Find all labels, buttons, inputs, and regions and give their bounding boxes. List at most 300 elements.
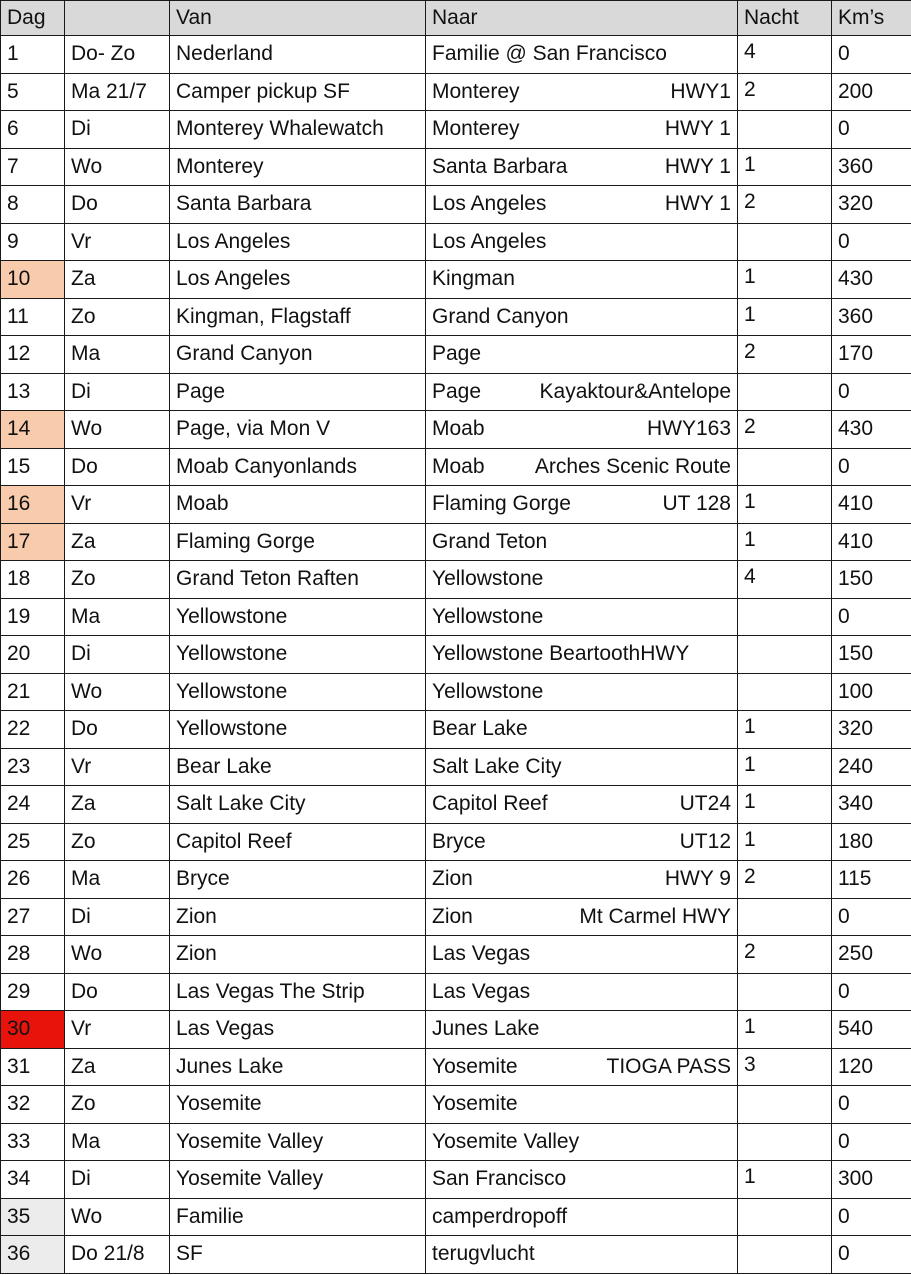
cell-dag[interactable]: 16 <box>1 486 65 524</box>
naar-content <box>432 942 731 966</box>
naar-content <box>432 305 731 329</box>
cell-weekday[interactable]: Zo <box>65 823 170 861</box>
naar-content <box>432 342 731 366</box>
cell-weekday[interactable]: Vr <box>65 1011 170 1049</box>
cell-kms[interactable]: 0 <box>832 973 911 1011</box>
cell-kms[interactable]: 180 <box>832 823 911 861</box>
destination-text: Las Vegas <box>432 979 531 1003</box>
cell-dag[interactable]: 27 <box>1 898 65 936</box>
cell-kms[interactable]: 410 <box>832 523 911 561</box>
destination-text: Yellowstone <box>432 567 544 591</box>
cell-dag[interactable]: 18 <box>1 561 65 599</box>
cell-naar[interactable] <box>426 523 738 561</box>
cell-weekday[interactable]: Di <box>65 111 170 149</box>
cell-van[interactable]: Yellowstone <box>170 711 426 749</box>
table-row <box>1 598 911 636</box>
cell-dag[interactable]: 28 <box>1 936 65 974</box>
cell-dag[interactable]: 32 <box>1 1086 65 1124</box>
table-row <box>1 448 911 486</box>
cell-nacht[interactable]: 4 <box>738 561 832 599</box>
cell-van[interactable]: Salt Lake City <box>170 786 426 824</box>
route-note: Mt Carmel HWY <box>579 904 731 928</box>
cell-nacht[interactable]: 1 <box>738 486 832 524</box>
cell-van[interactable]: Santa Barbara <box>170 186 426 224</box>
cell-weekday[interactable]: Ma <box>65 861 170 899</box>
cell-nacht[interactable]: 1 <box>738 1161 832 1199</box>
naar-content <box>432 80 731 104</box>
cell-dag[interactable]: 23 <box>1 748 65 786</box>
cell-naar[interactable] <box>426 486 738 524</box>
destination-text: Zion <box>432 867 473 891</box>
table-row <box>1 786 911 824</box>
cell-weekday[interactable]: Di <box>65 1161 170 1199</box>
cell-weekday[interactable]: Di <box>65 636 170 674</box>
cell-naar[interactable] <box>426 1198 738 1236</box>
cell-dag[interactable]: 24 <box>1 786 65 824</box>
cell-van[interactable]: Monterey <box>170 148 426 186</box>
cell-nacht[interactable]: 3 <box>738 1048 832 1086</box>
destination-text: Junes Lake <box>432 1017 540 1041</box>
cell-naar[interactable] <box>426 186 738 224</box>
destination-text: Familie @ San Francisco <box>432 42 667 66</box>
cell-van[interactable]: Familie <box>170 1198 426 1236</box>
destination-text: Bryce <box>432 829 486 853</box>
destination-text: Page <box>432 342 482 366</box>
cell-van[interactable]: Yosemite <box>170 1086 426 1124</box>
cell-dag[interactable]: 9 <box>1 223 65 261</box>
naar-content <box>432 830 731 854</box>
cell-naar[interactable] <box>426 1161 738 1199</box>
route-note: HWY 1 <box>664 117 731 141</box>
naar-content <box>432 905 731 929</box>
table-row <box>1 861 911 899</box>
table-row <box>1 1123 911 1161</box>
cell-van[interactable]: Yellowstone <box>170 636 426 674</box>
cell-dag[interactable]: 15 <box>1 448 65 486</box>
header-kms: Km’s <box>832 1 911 36</box>
cell-weekday[interactable]: Do 21/8 <box>65 1236 170 1274</box>
cell-van[interactable]: Yosemite Valley <box>170 1123 426 1161</box>
cell-dag[interactable]: 5 <box>1 73 65 111</box>
cell-kms[interactable]: 360 <box>832 298 911 336</box>
cell-weekday[interactable]: Wo <box>65 411 170 449</box>
cell-dag[interactable]: 17 <box>1 523 65 561</box>
cell-van[interactable]: Moab Canyonlands <box>170 448 426 486</box>
destination-text: Yosemite Valley <box>432 1129 580 1153</box>
naar-content <box>432 380 731 404</box>
cell-dag[interactable]: 20 <box>1 636 65 674</box>
cell-naar[interactable] <box>426 561 738 599</box>
cell-van[interactable]: Yellowstone <box>170 673 426 711</box>
cell-nacht[interactable] <box>738 1123 832 1161</box>
table-row <box>1 336 911 374</box>
naar-content <box>432 980 731 1004</box>
cell-dag[interactable]: 30 <box>1 1011 65 1049</box>
cell-kms[interactable]: 540 <box>832 1011 911 1049</box>
cell-kms[interactable]: 0 <box>832 1086 911 1124</box>
cell-van[interactable]: SF <box>170 1236 426 1274</box>
cell-dag[interactable]: 25 <box>1 823 65 861</box>
cell-dag[interactable]: 19 <box>1 598 65 636</box>
cell-nacht[interactable] <box>738 1086 832 1124</box>
table-row <box>1 36 911 74</box>
naar-content <box>432 267 731 291</box>
cell-dag[interactable]: 33 <box>1 1123 65 1161</box>
cell-naar[interactable] <box>426 786 738 824</box>
cell-naar[interactable] <box>426 111 738 149</box>
cell-weekday[interactable]: Do <box>65 186 170 224</box>
cell-dag[interactable]: 36 <box>1 1236 65 1274</box>
cell-van[interactable]: Los Angeles <box>170 261 426 299</box>
cell-weekday[interactable]: Ma <box>65 598 170 636</box>
cell-kms[interactable]: 410 <box>832 486 911 524</box>
cell-naar[interactable] <box>426 711 738 749</box>
table-row <box>1 298 911 336</box>
cell-nacht[interactable]: 1 <box>738 1011 832 1049</box>
header-van: Van <box>170 1 426 36</box>
cell-kms[interactable]: 120 <box>832 1048 911 1086</box>
cell-naar[interactable] <box>426 598 738 636</box>
destination-text: Salt Lake City <box>432 754 562 778</box>
table-row <box>1 561 911 599</box>
cell-kms[interactable]: 170 <box>832 336 911 374</box>
cell-naar[interactable] <box>426 861 738 899</box>
cell-weekday[interactable]: Wo <box>65 936 170 974</box>
cell-naar[interactable] <box>426 636 738 674</box>
naar-content <box>432 1017 731 1041</box>
header-weekday <box>65 1 170 36</box>
cell-nacht[interactable] <box>738 1236 832 1274</box>
destination-text: Yellowstone BeartoothHWY <box>432 642 690 666</box>
cell-weekday[interactable]: Vr <box>65 748 170 786</box>
destination-text: Grand Teton <box>432 529 548 553</box>
destination-text: Page <box>432 379 482 403</box>
cell-van[interactable]: Nederland <box>170 36 426 74</box>
cell-van[interactable]: Yosemite Valley <box>170 1161 426 1199</box>
cell-naar[interactable] <box>426 148 738 186</box>
cell-dag[interactable]: 13 <box>1 373 65 411</box>
naar-content <box>432 717 731 741</box>
destination-text: Zion <box>432 904 473 928</box>
cell-nacht[interactable] <box>738 111 832 149</box>
route-note: HWY 9 <box>664 867 731 891</box>
cell-nacht[interactable]: 1 <box>738 523 832 561</box>
cell-nacht[interactable]: 1 <box>738 823 832 861</box>
cell-dag[interactable]: 6 <box>1 111 65 149</box>
cell-van[interactable]: Bear Lake <box>170 748 426 786</box>
route-note: HWY163 <box>646 417 731 441</box>
cell-nacht[interactable] <box>738 373 832 411</box>
route-note: UT24 <box>679 792 731 816</box>
table-row <box>1 823 911 861</box>
cell-kms[interactable]: 100 <box>832 673 911 711</box>
cell-van[interactable]: Camper pickup SF <box>170 73 426 111</box>
cell-kms[interactable]: 300 <box>832 1161 911 1199</box>
table-body <box>1 36 911 1274</box>
cell-van[interactable]: Bryce <box>170 861 426 899</box>
cell-naar[interactable] <box>426 373 738 411</box>
cell-kms[interactable]: 115 <box>832 861 911 899</box>
destination-text: terugvlucht <box>432 1242 535 1266</box>
naar-content <box>432 755 731 779</box>
cell-kms[interactable]: 0 <box>832 1123 911 1161</box>
cell-naar[interactable] <box>426 748 738 786</box>
cell-van[interactable]: Monterey Whalewatch <box>170 111 426 149</box>
cell-kms[interactable]: 0 <box>832 111 911 149</box>
cell-naar[interactable] <box>426 973 738 1011</box>
cell-dag[interactable]: 12 <box>1 336 65 374</box>
cell-naar[interactable] <box>426 673 738 711</box>
destination-text: Santa Barbara <box>432 154 568 178</box>
cell-nacht[interactable] <box>738 673 832 711</box>
cell-dag[interactable]: 31 <box>1 1048 65 1086</box>
table-row <box>1 898 911 936</box>
cell-weekday[interactable]: Ma <box>65 336 170 374</box>
cell-kms[interactable]: 150 <box>832 636 911 674</box>
cell-naar[interactable] <box>426 336 738 374</box>
cell-dag[interactable]: 8 <box>1 186 65 224</box>
cell-nacht[interactable] <box>738 223 832 261</box>
cell-kms[interactable]: 0 <box>832 448 911 486</box>
cell-naar[interactable] <box>426 36 738 74</box>
cell-weekday[interactable]: Zo <box>65 1086 170 1124</box>
table-row <box>1 1198 911 1236</box>
cell-weekday[interactable]: Za <box>65 261 170 299</box>
cell-nacht[interactable]: 2 <box>738 861 832 899</box>
cell-kms[interactable]: 0 <box>832 1236 911 1274</box>
cell-kms[interactable]: 320 <box>832 186 911 224</box>
destination-text: Monterey <box>432 79 520 103</box>
cell-weekday[interactable]: Ma <box>65 1123 170 1161</box>
cell-van[interactable]: Kingman, Flagstaff <box>170 298 426 336</box>
naar-content <box>432 155 731 179</box>
naar-content <box>432 792 731 816</box>
cell-kms[interactable]: 240 <box>832 748 911 786</box>
cell-nacht[interactable]: 1 <box>738 261 832 299</box>
cell-van[interactable]: Moab <box>170 486 426 524</box>
cell-nacht[interactable]: 2 <box>738 936 832 974</box>
route-note: UT12 <box>679 829 731 853</box>
cell-van[interactable]: Las Vegas <box>170 1011 426 1049</box>
cell-weekday[interactable]: Wo <box>65 673 170 711</box>
cell-nacht[interactable]: 2 <box>738 336 832 374</box>
cell-nacht[interactable]: 2 <box>738 73 832 111</box>
table-row <box>1 636 911 674</box>
cell-nacht[interactable]: 4 <box>738 36 832 74</box>
table-row <box>1 711 911 749</box>
naar-content <box>432 1205 731 1229</box>
cell-kms[interactable]: 340 <box>832 786 911 824</box>
route-note: TIOGA PASS <box>606 1054 731 1078</box>
cell-kms[interactable]: 320 <box>832 711 911 749</box>
cell-naar[interactable] <box>426 223 738 261</box>
destination-text: Yellowstone <box>432 604 544 628</box>
cell-weekday[interactable]: Di <box>65 373 170 411</box>
destination-text: camperdropoff <box>432 1204 568 1228</box>
naar-content <box>432 1167 731 1191</box>
cell-weekday[interactable]: Za <box>65 786 170 824</box>
cell-weekday[interactable]: Wo <box>65 1198 170 1236</box>
cell-nacht[interactable] <box>738 448 832 486</box>
cell-kms[interactable]: 0 <box>832 223 911 261</box>
cell-kms[interactable]: 0 <box>832 898 911 936</box>
cell-kms[interactable]: 0 <box>832 36 911 74</box>
naar-content <box>432 1242 731 1266</box>
destination-text: San Francisco <box>432 1167 567 1191</box>
cell-dag[interactable]: 11 <box>1 298 65 336</box>
cell-van[interactable]: Yellowstone <box>170 598 426 636</box>
destination-text: Flaming Gorge <box>432 492 571 516</box>
cell-weekday[interactable]: Do <box>65 973 170 1011</box>
cell-weekday[interactable]: Di <box>65 898 170 936</box>
cell-nacht[interactable]: 2 <box>738 186 832 224</box>
naar-content <box>432 605 731 629</box>
cell-weekday[interactable]: Zo <box>65 298 170 336</box>
cell-naar[interactable] <box>426 936 738 974</box>
naar-content <box>432 492 731 516</box>
cell-weekday[interactable]: Vr <box>65 223 170 261</box>
destination-text: Bear Lake <box>432 717 528 741</box>
cell-kms[interactable]: 0 <box>832 1198 911 1236</box>
table-row <box>1 1048 911 1086</box>
header-row <box>1 1 911 36</box>
cell-kms[interactable]: 0 <box>832 373 911 411</box>
cell-van[interactable]: Zion <box>170 898 426 936</box>
header-naar: Naar <box>426 1 738 36</box>
table-row <box>1 73 911 111</box>
cell-nacht[interactable] <box>738 898 832 936</box>
naar-content <box>432 230 731 254</box>
table-row <box>1 936 911 974</box>
table-row <box>1 523 911 561</box>
cell-van[interactable]: Las Vegas The Strip <box>170 973 426 1011</box>
destination-text: Los Angeles <box>432 192 547 216</box>
cell-van[interactable]: Page, via Mon V <box>170 411 426 449</box>
naar-content <box>432 1092 731 1116</box>
cell-kms[interactable]: 200 <box>832 73 911 111</box>
cell-nacht[interactable] <box>738 598 832 636</box>
cell-weekday[interactable]: Ma 21/7 <box>65 73 170 111</box>
naar-content <box>432 867 731 891</box>
cell-van[interactable]: Los Angeles <box>170 223 426 261</box>
cell-naar[interactable] <box>426 448 738 486</box>
cell-van[interactable]: Flaming Gorge <box>170 523 426 561</box>
table-row <box>1 411 911 449</box>
cell-dag[interactable]: 7 <box>1 148 65 186</box>
route-note: UT 128 <box>662 492 731 516</box>
cell-naar[interactable] <box>426 298 738 336</box>
cell-van[interactable]: Zion <box>170 936 426 974</box>
cell-weekday[interactable]: Do- Zo <box>65 36 170 74</box>
destination-text: Yosemite <box>432 1054 518 1078</box>
cell-kms[interactable]: 0 <box>832 598 911 636</box>
cell-naar[interactable] <box>426 1236 738 1274</box>
cell-nacht[interactable]: 1 <box>738 298 832 336</box>
cell-dag[interactable]: 22 <box>1 711 65 749</box>
naar-content <box>432 455 731 479</box>
naar-content <box>432 1130 731 1154</box>
cell-naar[interactable] <box>426 898 738 936</box>
header-dag: Dag <box>1 1 65 36</box>
route-note: HWY 1 <box>664 192 731 216</box>
cell-weekday[interactable]: Za <box>65 523 170 561</box>
cell-van[interactable]: Grand Canyon <box>170 336 426 374</box>
cell-weekday[interactable]: Do <box>65 448 170 486</box>
cell-van[interactable]: Grand Teton Raften <box>170 561 426 599</box>
cell-kms[interactable]: 360 <box>832 148 911 186</box>
destination-text: Grand Canyon <box>432 304 569 328</box>
cell-dag[interactable]: 1 <box>1 36 65 74</box>
cell-dag[interactable]: 14 <box>1 411 65 449</box>
naar-content <box>432 642 731 666</box>
destination-text: Kingman <box>432 267 515 291</box>
destination-text: Monterey <box>432 117 520 141</box>
cell-naar[interactable] <box>426 73 738 111</box>
cell-nacht[interactable] <box>738 973 832 1011</box>
cell-kms[interactable]: 150 <box>832 561 911 599</box>
cell-nacht[interactable]: 1 <box>738 148 832 186</box>
cell-naar[interactable] <box>426 823 738 861</box>
naar-content <box>432 42 731 66</box>
cell-naar[interactable] <box>426 1048 738 1086</box>
destination-text: Capitol Reef <box>432 792 548 816</box>
cell-dag[interactable]: 35 <box>1 1198 65 1236</box>
cell-naar[interactable] <box>426 261 738 299</box>
cell-kms[interactable]: 250 <box>832 936 911 974</box>
cell-van[interactable]: Page <box>170 373 426 411</box>
cell-weekday[interactable]: Za <box>65 1048 170 1086</box>
header-nacht: Nacht <box>738 1 832 36</box>
cell-nacht[interactable]: 1 <box>738 711 832 749</box>
cell-van[interactable]: Junes Lake <box>170 1048 426 1086</box>
table-row <box>1 748 911 786</box>
table-row <box>1 148 911 186</box>
cell-dag[interactable]: 26 <box>1 861 65 899</box>
cell-nacht[interactable] <box>738 1198 832 1236</box>
cell-naar[interactable] <box>426 1086 738 1124</box>
naar-content <box>432 530 731 554</box>
table-row <box>1 111 911 149</box>
cell-nacht[interactable] <box>738 636 832 674</box>
cell-kms[interactable]: 430 <box>832 261 911 299</box>
table-row <box>1 1161 911 1199</box>
cell-dag[interactable]: 10 <box>1 261 65 299</box>
cell-nacht[interactable]: 1 <box>738 786 832 824</box>
cell-weekday[interactable]: Wo <box>65 148 170 186</box>
table-row <box>1 1086 911 1124</box>
cell-dag[interactable]: 21 <box>1 673 65 711</box>
table-row <box>1 1236 911 1274</box>
cell-naar[interactable] <box>426 411 738 449</box>
cell-dag[interactable]: 29 <box>1 973 65 1011</box>
cell-nacht[interactable]: 2 <box>738 411 832 449</box>
cell-dag[interactable]: 34 <box>1 1161 65 1199</box>
cell-naar[interactable] <box>426 1011 738 1049</box>
table-row <box>1 973 911 1011</box>
route-note: Arches Scenic Route <box>534 454 731 478</box>
naar-content <box>432 192 731 216</box>
cell-van[interactable]: Capitol Reef <box>170 823 426 861</box>
cell-weekday[interactable]: Do <box>65 711 170 749</box>
cell-kms[interactable]: 430 <box>832 411 911 449</box>
cell-weekday[interactable]: Vr <box>65 486 170 524</box>
naar-content <box>432 680 731 704</box>
naar-content <box>432 567 731 591</box>
table-row <box>1 186 911 224</box>
cell-naar[interactable] <box>426 1123 738 1161</box>
cell-nacht[interactable]: 1 <box>738 748 832 786</box>
cell-weekday[interactable]: Zo <box>65 561 170 599</box>
